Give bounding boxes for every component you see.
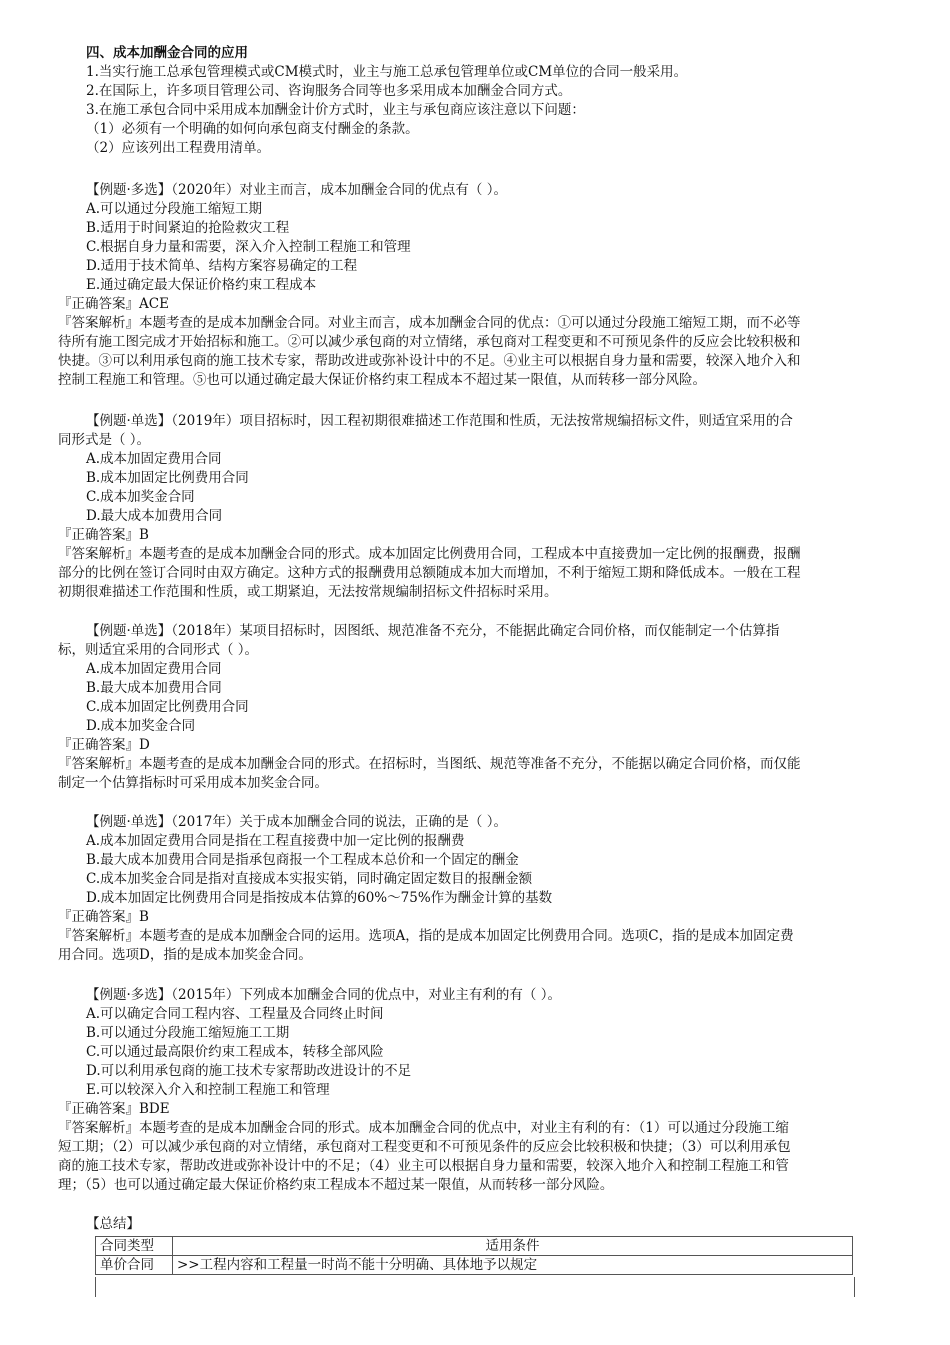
example-analysis: 用合同。选项D，指的是成本加奖金合同。 xyxy=(58,947,312,963)
example-analysis: 快捷。③可以利用承包商的施工技术专家，帮助改进或弥补设计中的不足。④业主可以根据自身力量和需要，较深入地介入和 xyxy=(58,353,801,369)
example-option: A.成本加固定费用合同 xyxy=(86,451,222,467)
example-option: E.通过确定最大保证价格约束工程成本 xyxy=(86,277,317,293)
example-option: B.最大成本加费用合同 xyxy=(86,680,222,696)
example-option: D.成本加固定比例费用合同是指按成本估算的60%～75%作为酬金计算的基数 xyxy=(86,890,553,906)
example-option: A.成本加固定费用合同是指在工程直接费中加一定比例的报酬费 xyxy=(86,833,465,849)
section-point: 2.在国际上，许多项目管理公司、咨询服务合同等也多采用成本加酬金合同方式。 xyxy=(86,83,572,99)
summary-label: 【总结】 xyxy=(86,1216,140,1232)
example-option: B.可以通过分段施工缩短施工工期 xyxy=(86,1025,290,1041)
example-analysis: 初期很难描述工作范围和性质，或工期紧迫，无法按常规编制招标文件招标时采用。 xyxy=(58,584,558,600)
example-answer: 『正确答案』B xyxy=(58,909,149,925)
example-question: 【例题·单选】（2019年）项目招标时，因工程初期很难描述工作范围和性质，无法按常规编招标文件，则适宜采用的合 xyxy=(86,413,793,429)
section-point: （1）必须有一个明确的如何向承包商支付酬金的条款。 xyxy=(86,121,419,137)
example-analysis: 待所有施工图完成才开始招标和施工。②可以减少承包商的对立情绪，承包商对工程变更和不可预见条件的反应会比较积极和 xyxy=(58,334,801,350)
example-option: C.成本加奖金合同是指对直接成本实报实销，同时确定固定数目的报酬金额 xyxy=(86,871,533,887)
example-option: C.可以通过最高限价约束工程成本，转移全部风险 xyxy=(86,1044,384,1060)
table-cell: 单价合同 xyxy=(96,1256,173,1275)
example-analysis: 商的施工技术专家，帮助改进或弥补设计中的不足；（4）业主可以根据自身力量和需要，较深入地介入和控制工程施工和管 xyxy=(58,1158,789,1174)
example-question: 【例题·单选】（2017年）关于成本加酬金合同的说法，正确的是（ ）。 xyxy=(86,814,507,830)
example-question: 【例题·多选】（2015年）下列成本加酬金合同的优点中，对业主有利的有（ ）。 xyxy=(86,987,561,1003)
example-analysis: 控制工程施工和管理。⑤也可以通过确定最大保证价格约束工程成本不超过某一限值，从而转移一部分风险。 xyxy=(58,372,706,388)
example-option: C.根据自身力量和需要，深入介入控制工程施工和管理 xyxy=(86,239,411,255)
table-header-cell: 适用条件 xyxy=(173,1237,853,1256)
example-question: 【例题·单选】（2018年）某项目招标时，因图纸、规范准备不充分，不能据此确定合同价格，而仅能制定一个估算指 xyxy=(86,623,780,639)
example-analysis: 短工期；（2）可以减少承包商的对立情绪，承包商对工程变更和不可预见条件的反应会比较积极和快捷；（3）可以利用承包 xyxy=(58,1139,791,1155)
example-analysis: 『答案解析』本题考查的是成本加酬金合同的形式。成本加酬金合同的优点中，对业主有利的有：（1）可以通过分段施工缩 xyxy=(58,1120,789,1136)
example-option: A.成本加固定费用合同 xyxy=(86,661,222,677)
example-option: B.适用于时间紧迫的抢险救灾工程 xyxy=(86,220,290,236)
table-cell: >>工程内容和工程量一时尚不能十分明确、具体地予以规定 xyxy=(173,1256,853,1275)
section-point: （2）应该列出工程费用清单。 xyxy=(86,140,271,156)
example-option: D.可以利用承包商的施工技术专家帮助改进设计的不足 xyxy=(86,1063,412,1079)
example-analysis: 制定一个估算指标时可采用成本加奖金合同。 xyxy=(58,775,328,791)
table-continuation xyxy=(95,1277,855,1297)
table-header-cell: 合同类型 xyxy=(96,1237,173,1256)
summary-table xyxy=(95,1236,853,1275)
example-analysis: 『答案解析』本题考查的是成本加酬金合同的形式。成本加固定比例费用合同，工程成本中直接费加一定比例的报酬费，报酬 xyxy=(58,546,801,562)
example-analysis: 『答案解析』本题考查的是成本加酬金合同。对业主而言，成本加酬金合同的优点：①可以通过分段施工缩短工期，而不必等 xyxy=(58,315,801,331)
example-question: 同形式是（ ）。 xyxy=(58,432,151,448)
example-option: C.成本加固定比例费用合同 xyxy=(86,699,249,715)
example-option: D.适用于技术简单、结构方案容易确定的工程 xyxy=(86,258,358,274)
example-option: B.最大成本加费用合同是指承包商报一个工程成本总价和一个固定的酬金 xyxy=(86,852,519,868)
example-option: D.最大成本加费用合同 xyxy=(86,508,223,524)
example-analysis: 『答案解析』本题考查的是成本加酬金合同的形式。在招标时，当图纸、规范等准备不充分，不能据以确定合同价格，而仅能 xyxy=(58,756,801,772)
example-option: D.成本加奖金合同 xyxy=(86,718,196,734)
example-answer: 『正确答案』D xyxy=(58,737,150,753)
example-option: C.成本加奖金合同 xyxy=(86,489,195,505)
example-option: B.成本加固定比例费用合同 xyxy=(86,470,249,486)
section-heading: 四、成本加酬金合同的应用 xyxy=(86,45,248,61)
section-point: 1.当实行施工总承包管理模式或CM模式时，业主与施工总承包管理单位或CM单位的合同一般采用。 xyxy=(86,64,688,80)
example-option: A.可以通过分段施工缩短工期 xyxy=(86,201,263,217)
example-analysis: 『答案解析』本题考查的是成本加酬金合同的运用。选项A，指的是成本加固定比例费用合同。选项C，指的是成本加固定费 xyxy=(58,928,794,944)
example-analysis: 理；（5）也可以通过确定最大保证价格约束工程成本不超过某一限值，从而转移一部分风险。 xyxy=(58,1177,614,1193)
example-option: A.可以确定合同工程内容、工程量及合同终止时间 xyxy=(86,1006,384,1022)
example-question: 标，则适宜采用的合同形式（ ）。 xyxy=(58,642,259,658)
table-row xyxy=(96,1256,853,1275)
example-analysis: 部分的比例在签订合同时由双方确定。这种方式的报酬费用总额随成本加大而增加，不利于缩短工期和降低成本。一般在工程 xyxy=(58,565,801,581)
table-header-row xyxy=(96,1237,853,1256)
example-answer: 『正确答案』BDE xyxy=(58,1101,170,1117)
example-option: E.可以较深入介入和控制工程施工和管理 xyxy=(86,1082,330,1098)
example-answer: 『正确答案』B xyxy=(58,527,149,543)
example-answer: 『正确答案』ACE xyxy=(58,296,169,312)
example-question: 【例题·多选】（2020年）对业主而言，成本加酬金合同的优点有（ ）。 xyxy=(86,182,507,198)
section-point: 3.在施工承包合同中采用成本加酬金计价方式时，业主与承包商应该注意以下问题： xyxy=(86,102,585,118)
